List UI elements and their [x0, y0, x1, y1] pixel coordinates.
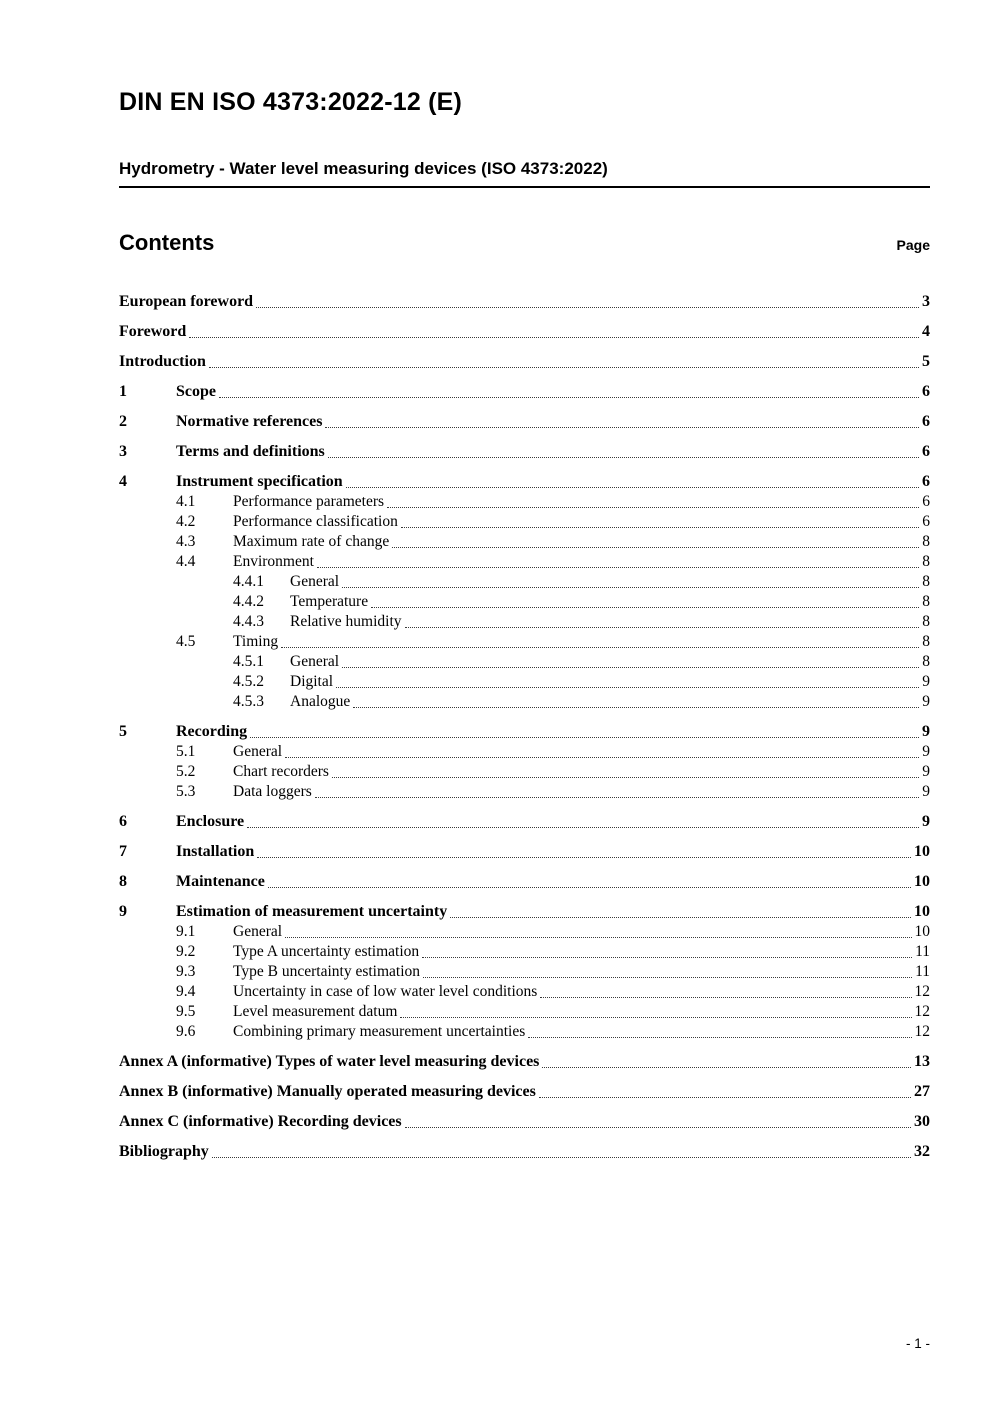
toc-entry-title: Scope	[176, 383, 216, 400]
toc-entry[interactable]	[119, 352, 930, 372]
toc-entry-page: 32	[914, 1143, 930, 1160]
toc-entry[interactable]	[119, 382, 930, 402]
toc-entry[interactable]	[119, 1142, 930, 1162]
toc-leader-dots	[189, 337, 919, 338]
toc-entry-number: 4.4.2	[233, 593, 264, 610]
toc-entry[interactable]	[119, 512, 930, 532]
toc-entry-number: 4.5.2	[233, 673, 264, 690]
toc-entry-title: Level measurement datum	[233, 1003, 398, 1020]
toc-leader-dots	[405, 1127, 911, 1128]
toc-leader-dots	[346, 487, 919, 488]
toc-entry-title: Terms and definitions	[176, 443, 325, 460]
toc-leader-dots	[371, 607, 919, 608]
toc-entry-number: 4.2	[176, 513, 196, 530]
toc-entry[interactable]	[119, 652, 930, 672]
toc-entry-title: Data loggers	[233, 783, 312, 800]
toc-leader-dots	[392, 547, 919, 548]
page-column-label: Page	[896, 237, 930, 253]
toc-entry-number: 4.1	[176, 493, 196, 510]
toc-leader-dots	[400, 1017, 911, 1018]
toc-entry[interactable]	[119, 592, 930, 612]
toc-entry-number: 4.5.1	[233, 653, 264, 670]
toc-entry-page: 9	[922, 673, 930, 690]
toc-entry-number: 4.4.1	[233, 573, 264, 590]
toc-entry-title: European foreword	[119, 293, 254, 310]
toc-entry-page: 9	[922, 783, 930, 800]
toc-entry-title: Performance parameters	[233, 493, 385, 510]
toc-leader-dots	[317, 567, 919, 568]
toc-entry[interactable]	[119, 532, 930, 552]
toc-entry-number: 7	[119, 843, 127, 860]
toc-entry[interactable]	[119, 1052, 930, 1072]
toc-entry-title: Installation	[176, 843, 255, 860]
toc-entry[interactable]	[119, 1022, 930, 1042]
toc-entry-number: 4.4	[176, 553, 196, 570]
toc-entry[interactable]	[119, 962, 930, 982]
toc-leader-dots	[281, 647, 919, 648]
toc-entry-page: 10	[914, 923, 930, 940]
toc-entry[interactable]	[119, 942, 930, 962]
toc-leader-dots	[328, 457, 919, 458]
toc-entry-title: Environment	[233, 553, 314, 570]
toc-entry-page: 12	[914, 1003, 930, 1020]
toc-leader-dots	[405, 627, 920, 628]
toc-entry-number: 9.3	[176, 963, 196, 980]
toc-entry-page: 8	[922, 573, 930, 590]
toc-entry-title: Performance classification	[233, 513, 398, 530]
toc-leader-dots	[401, 527, 919, 528]
toc-leader-dots	[285, 937, 911, 938]
toc-leader-dots	[423, 977, 912, 978]
toc-leader-dots	[256, 307, 919, 308]
toc-entry[interactable]	[119, 612, 930, 632]
toc-leader-dots	[247, 827, 919, 828]
toc-entry-number: 5.2	[176, 763, 196, 780]
toc-entry-title: Type B uncertainty estimation	[233, 963, 421, 980]
toc-entry[interactable]	[119, 812, 930, 832]
toc-entry-page: 6	[922, 413, 930, 430]
toc-entry-title: Introduction	[119, 353, 206, 370]
toc-leader-dots	[209, 367, 919, 368]
toc-entry-page: 4	[922, 323, 930, 340]
toc-entry-number: 9.6	[176, 1023, 196, 1040]
toc-leader-dots	[219, 397, 919, 398]
toc-entry-number: 4.5.3	[233, 693, 264, 710]
toc-entry[interactable]	[119, 1082, 930, 1102]
toc-entry-title: Uncertainty in case of low water level conditions	[233, 983, 538, 1000]
toc-entry-title: General	[233, 923, 283, 940]
toc-entry[interactable]	[119, 442, 930, 462]
toc-leader-dots	[325, 427, 919, 428]
toc-leader-dots	[315, 797, 919, 798]
toc-entry-page: 6	[922, 493, 930, 510]
toc-entry[interactable]	[119, 982, 930, 1002]
toc-entry-page: 11	[915, 943, 930, 960]
toc-entry-title: Type A uncertainty estimation	[233, 943, 420, 960]
toc-entry-page: 8	[922, 613, 930, 630]
toc-leader-dots	[268, 887, 911, 888]
toc-entry-page: 11	[915, 963, 930, 980]
toc-entry-title: Temperature	[290, 593, 369, 610]
table-of-contents	[119, 292, 930, 1162]
toc-leader-dots	[332, 777, 919, 778]
toc-entry-number: 9.2	[176, 943, 196, 960]
toc-leader-dots	[336, 687, 919, 688]
toc-entry-page: 6	[922, 473, 930, 490]
toc-entry-title: Relative humidity	[290, 613, 402, 630]
toc-leader-dots	[542, 1067, 911, 1068]
toc-entry-number: 5.1	[176, 743, 196, 760]
toc-entry-title: Bibliography	[119, 1143, 209, 1160]
toc-entry-page: 10	[914, 903, 930, 920]
toc-entry-page: 8	[922, 553, 930, 570]
toc-entry-page: 8	[922, 593, 930, 610]
toc-entry-number: 4.5	[176, 633, 196, 650]
toc-entry-title: General	[233, 743, 283, 760]
toc-entry-page: 27	[914, 1083, 930, 1100]
toc-leader-dots	[528, 1037, 911, 1038]
toc-entry-page: 8	[922, 653, 930, 670]
toc-leader-dots	[212, 1157, 911, 1158]
toc-entry-title: Foreword	[119, 323, 187, 340]
toc-entry-page: 3	[922, 293, 930, 310]
toc-entry-title: Chart recorders	[233, 763, 329, 780]
toc-entry-number: 5	[119, 723, 127, 740]
document-title-heading: Hydrometry - Water level measuring devices (ISO 4373:2022)	[119, 159, 930, 188]
toc-entry[interactable]	[119, 632, 930, 652]
toc-entry[interactable]	[119, 782, 930, 802]
toc-entry-page: 12	[914, 983, 930, 1000]
toc-entry-number: 2	[119, 413, 127, 430]
toc-entry-number: 4	[119, 473, 127, 490]
toc-entry-number: 9	[119, 903, 127, 920]
toc-entry[interactable]	[119, 412, 930, 432]
toc-leader-dots	[387, 507, 919, 508]
toc-entry-number: 4.3	[176, 533, 196, 550]
toc-entry-page: 10	[914, 843, 930, 860]
toc-entry[interactable]	[119, 672, 930, 692]
toc-entry-number: 9.1	[176, 923, 196, 940]
toc-leader-dots	[540, 997, 911, 998]
toc-entry-title: Estimation of measurement uncertainty	[176, 903, 448, 920]
toc-entry-page: 12	[914, 1023, 930, 1040]
toc-leader-dots	[450, 917, 911, 918]
toc-entry-page: 9	[922, 763, 930, 780]
toc-entry-page: 8	[922, 633, 930, 650]
toc-entry-page: 8	[922, 533, 930, 550]
toc-leader-dots	[250, 737, 919, 738]
toc-leader-dots	[285, 757, 919, 758]
toc-entry-title: Instrument specification	[176, 473, 343, 490]
toc-entry-page: 6	[922, 513, 930, 530]
toc-entry-title: Timing	[233, 633, 279, 650]
toc-entry-title: Recording	[176, 723, 248, 740]
toc-entry-title: Annex C (informative) Recording devices	[119, 1113, 402, 1130]
toc-entry[interactable]	[119, 762, 930, 782]
toc-entry-page: 6	[922, 443, 930, 460]
toc-entry-title: Annex B (informative) Manually operated measuring devices	[119, 1083, 536, 1100]
contents-header-row	[119, 230, 930, 256]
document-number-heading: DIN EN ISO 4373:2022-12 (E)	[119, 88, 463, 116]
toc-entry[interactable]	[119, 492, 930, 512]
toc-entry-page: 6	[922, 383, 930, 400]
toc-entry[interactable]	[119, 902, 930, 922]
toc-entry-title: Analogue	[290, 693, 351, 710]
toc-leader-dots	[342, 667, 919, 668]
toc-leader-dots	[342, 587, 919, 588]
toc-entry[interactable]	[119, 842, 930, 862]
toc-entry-number: 6	[119, 813, 127, 830]
toc-entry[interactable]	[119, 292, 930, 312]
toc-entry[interactable]	[119, 572, 930, 592]
toc-leader-dots	[257, 857, 911, 858]
toc-entry[interactable]	[119, 552, 930, 572]
toc-entry-number: 8	[119, 873, 127, 890]
toc-entry-title: Normative references	[176, 413, 323, 430]
toc-entry-page: 30	[914, 1113, 930, 1130]
toc-entry[interactable]	[119, 322, 930, 342]
toc-leader-dots	[539, 1097, 911, 1098]
toc-entry-title: Digital	[290, 673, 334, 690]
toc-entry-page: 9	[922, 743, 930, 760]
toc-entry[interactable]	[119, 472, 930, 492]
contents-heading: Contents	[119, 230, 215, 255]
toc-entry-title: Maximum rate of change	[233, 533, 390, 550]
toc-entry-title: Annex A (informative) Types of water level measuring devices	[119, 1053, 540, 1070]
toc-entry-title: Enclosure	[176, 813, 245, 830]
toc-entry[interactable]	[119, 872, 930, 892]
toc-entry-page: 10	[914, 873, 930, 890]
toc-leader-dots	[353, 707, 919, 708]
toc-entry-title: Combining primary measurement uncertainties	[233, 1023, 526, 1040]
toc-entry-page: 9	[922, 813, 930, 830]
toc-entry[interactable]	[119, 922, 930, 942]
toc-entry-number: 4.4.3	[233, 613, 264, 630]
toc-entry-page: 13	[914, 1053, 930, 1070]
toc-entry-title: General	[290, 653, 340, 670]
toc-entry-number: 9.4	[176, 983, 196, 1000]
toc-entry[interactable]	[119, 722, 930, 742]
toc-entry[interactable]	[119, 742, 930, 762]
toc-entry-number: 5.3	[176, 783, 196, 800]
toc-entry-title: General	[290, 573, 340, 590]
toc-leader-dots	[422, 957, 912, 958]
toc-entry-page: 5	[922, 353, 930, 370]
toc-entry-title: Maintenance	[176, 873, 265, 890]
toc-entry[interactable]	[119, 1112, 930, 1132]
toc-entry-number: 3	[119, 443, 127, 460]
toc-entry-page: 9	[922, 693, 930, 710]
toc-entry-page: 9	[922, 723, 930, 740]
toc-entry[interactable]	[119, 692, 930, 712]
toc-entry[interactable]	[119, 1002, 930, 1022]
toc-entry-number: 1	[119, 383, 127, 400]
page-number-footer: - 1 -	[905, 1336, 930, 1351]
toc-entry-number: 9.5	[176, 1003, 196, 1020]
